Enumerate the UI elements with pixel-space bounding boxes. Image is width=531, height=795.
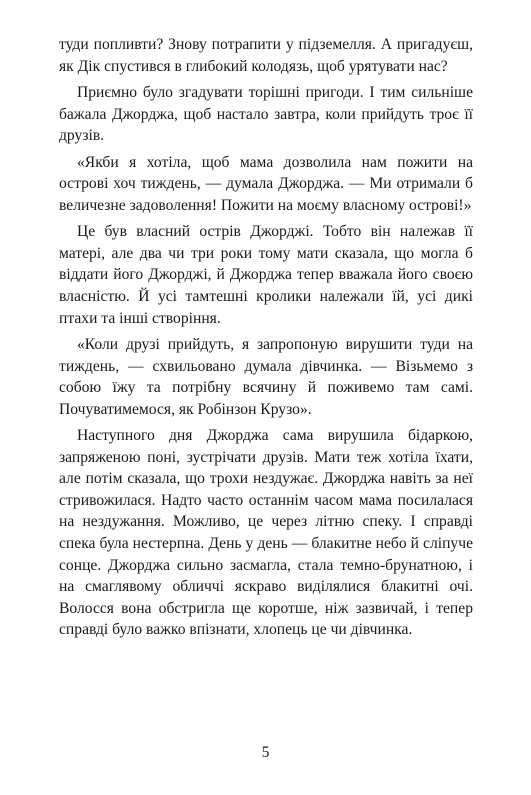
paragraph: «Коли друзі прийдуть, я запропоную вирушити туди на тиждень, — схвильовано думала дівчинка. — Візьмемо з собою їжу та потрібну всячину й поживемо там самі. Почуватимемося, як Робінзон Крузо». (59, 336, 473, 418)
page-number: 5 (261, 744, 270, 761)
paragraph: Це був власний острів Джорджі. Тобто він належав її матері, але два чи три роки тому мати сказала, що могла б віддати його Джорджі, й Джорджа тепер вважала його своєю власністю. Й усі тамтешні кролики належали їй, усі дикі птахи та інші створіння. (59, 223, 473, 327)
book-page (59, 34, 473, 641)
paragraph: «Якби я хотіла, щоб мама дозволила нам пожити на острові хоч тиждень, — думала Джорджа. — Ми отримали б величезне задоволення! Пожити на моєму власному острові!» (59, 153, 473, 214)
paragraph: Приємно було згадувати торішні пригоди. І тим сильніше бажала Джорджа, щоб настало завтра, коли прийдуть троє її друзів. (59, 84, 473, 145)
paragraph-continuation: туди попливти? Знову потрапити у підземелля. А пригадуєш, як Дік спустився в глибокий колодязь, щоб урятувати нас? (59, 36, 473, 75)
paragraph: Наступного дня Джорджа сама вирушила бідаркою, запряженою поні, зустрічати друзів. Мати теж хотіла їхати, але потім сказала, що трохи нездужає. Джорджа навіть за неї стривожилася. Надто часто останнім часом мама посилалася на нездужання. Можливо, це через літню спеку. І справді спека була нестерпна. День у день — блакитне небо й сліпуче сонце. Джорджа сильно засмагла, стала темно-брунатною, і на смаглявому обличчі яскраво виділялися блакитні очі. Волосся вона обстригла ще коротше, ніж зазвичай, і тепер справді було важко впізнати, хлопець це чи дівчинка. (59, 427, 473, 639)
